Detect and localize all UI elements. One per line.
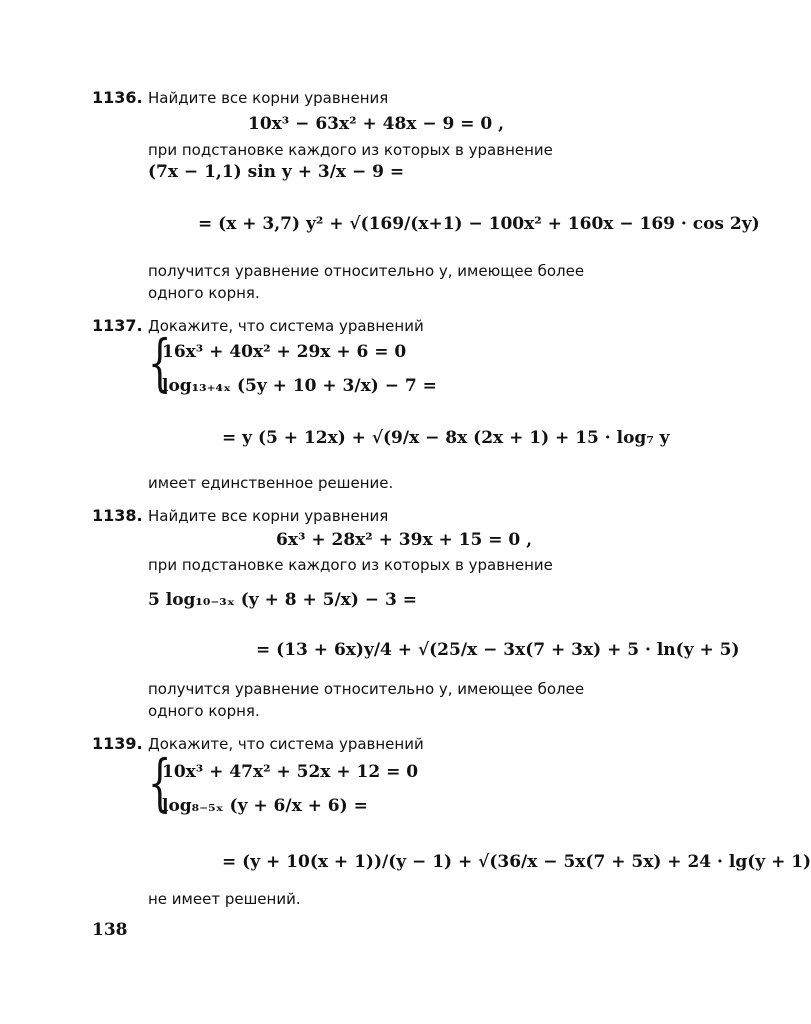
problem-outro: одного корня. — [148, 284, 260, 302]
equation-line-2: log₈₋₅ₓ (y + 6/x + 6) = — [162, 796, 368, 816]
equation-line-2: = (13 + 6x)y/4 + √(25/x − 3x(7 + 3x) + 5 · ln(y + 5) — [256, 640, 740, 660]
equation: 10x³ − 63x² + 48x − 9 = 0 , — [248, 114, 505, 134]
equation-line-1: 5 log₁₀₋₃ₓ (y + 8 + 5/x) − 3 = — [148, 590, 417, 610]
problem-number: 1137. — [92, 316, 143, 335]
equation-line-3: = y (5 + 12x) + √(9/x − 8x (2x + 1) + 15 · log₇ y — [222, 428, 670, 448]
problem-outro: не имеет решений. — [148, 890, 301, 908]
problem-outro: одного корня. — [148, 702, 260, 720]
problem-outro: имеет единственное решение. — [148, 474, 394, 492]
equation-line-3: = (y + 10(x + 1))/(y − 1) + √(36/x − 5x(7 + 5x) + 24 · lg(y + 1) — [222, 852, 811, 872]
equation-line-1: 10x³ + 47x² + 52x + 12 = 0 — [162, 762, 419, 782]
problem-intro: Докажите, что система уравнений — [148, 735, 424, 753]
problem-intro: Найдите все корни уравнения — [148, 89, 389, 107]
problem-mid: при подстановке каждого из которых в уравнение — [148, 141, 553, 159]
problem-mid: при подстановке каждого из которых в уравнение — [148, 556, 553, 574]
problem-outro: получится уравнение относительно y, имеющее более — [148, 680, 585, 698]
equation-line-2: log₁₃₊₄ₓ (5y + 10 + 3/x) − 7 = — [162, 376, 437, 396]
problem-intro: Докажите, что система уравнений — [148, 317, 424, 335]
page-number: 138 — [92, 920, 128, 940]
equation: 6x³ + 28x² + 39x + 15 = 0 , — [276, 530, 533, 550]
system-brace-icon: { — [147, 746, 172, 819]
problem-number: 1138. — [92, 506, 143, 525]
equation-line-1: (7x − 1,1) sin y + 3/x − 9 = — [148, 162, 405, 182]
equation-line-1: 16x³ + 40x² + 29x + 6 = 0 — [162, 342, 407, 362]
system-brace-icon: { — [147, 326, 172, 399]
problem-number: 1139. — [92, 734, 143, 753]
equation-line-2: = (x + 3,7) y² + √(169/(x+1) − 100x² + 160x − 169 · cos 2y) — [198, 214, 760, 234]
problem-intro: Найдите все корни уравнения — [148, 507, 389, 525]
problem-outro: получится уравнение относительно y, имеющее более — [148, 262, 585, 280]
problem-number: 1136. — [92, 88, 143, 107]
